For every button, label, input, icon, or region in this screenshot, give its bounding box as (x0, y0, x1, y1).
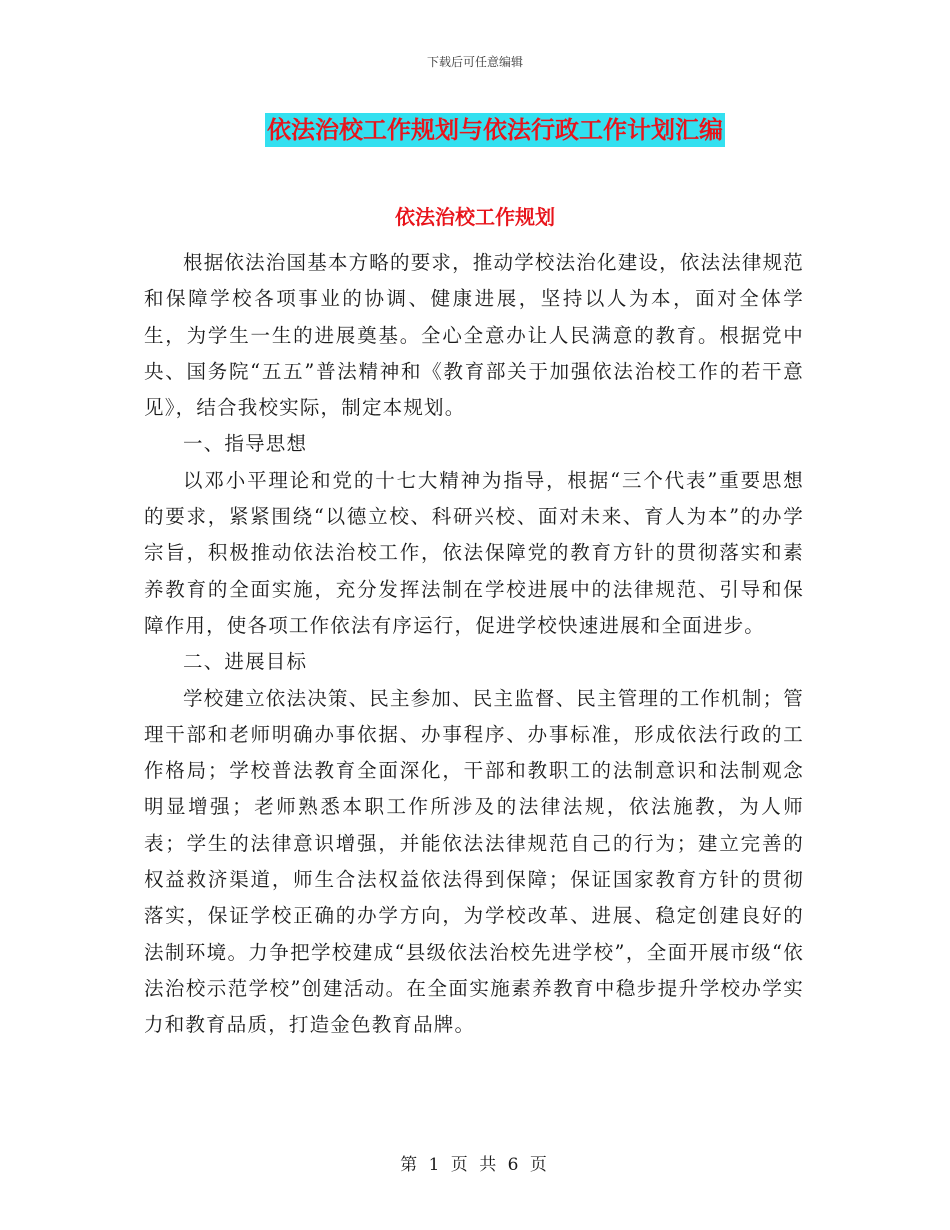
paragraph-guiding-ideology: 以邓小平理论和党的十七大精神为指导，根据“三个代表”重要思想的要求，紧紧围绕“以德立校、科研兴校、面对未来、育人为本”的办学宗旨，积极推动依法治校工作，依法保障党的教育方针的贯彻落实和素养教育的全面实施，充分发挥法制在学校进展中的法律规范、引导和保障作用，使各项工作依法有序运行，促进学校快速进展和全面进步。 (144, 468, 804, 637)
heading-guiding-ideology: 一、指导思想 (183, 432, 308, 456)
paragraph-development-goals: 学校建立依法决策、民主参加、民主监督、民主管理的工作机制；管理干部和老师明确办事依据、办事程序、办事标准，形成依法行政的工作格局；学校普法教育全面深化，干部和教职工的法制意识和法制观念明显增强；老师熟悉本职工作所涉及的法律法规，依法施教，为人师表；学生的法律意识增强，并能依法法律规范自己的行为；建立完善的权益救济渠道，师生合法权益依法得到保障；保证国家教育方针的贯彻落实，保证学校正确的办学方向，为学校改革、进展、稳定创建良好的法制环境。力争把学校建成“县级依法治校先进学校”，全面开展市级“依法治校示范学校”创建活动。在全面实施素养教育中稳步提升学校办学实力和教育品质，打造金色教育品牌。 (144, 686, 805, 1037)
document-body (144, 245, 804, 1044)
document-title: 依法治校工作规划与依法行政工作计划汇编 (265, 113, 725, 147)
header-note: 下载后可任意编辑 (426, 55, 523, 69)
section-title: 依法治校工作规划 (395, 205, 555, 229)
paragraph-intro: 根据依法治国基本方略的要求，推动学校法治化建设，依法法律规范和保障学校各项事业的协调、健康进展，坚持以人为本，面对全体学生，为学生一生的进展奠基。全心全意办让人民满意的教育。根据党中央、国务院“五五”普法精神和《教育部关于加强依法治校工作的若干意见》，结合我校实际，制定本规划。 (144, 251, 805, 420)
page-number-footer: 第 1 页 共 6 页 (400, 1155, 550, 1175)
heading-development-goals: 二、进展目标 (183, 650, 308, 674)
document-title-container (0, 113, 950, 147)
